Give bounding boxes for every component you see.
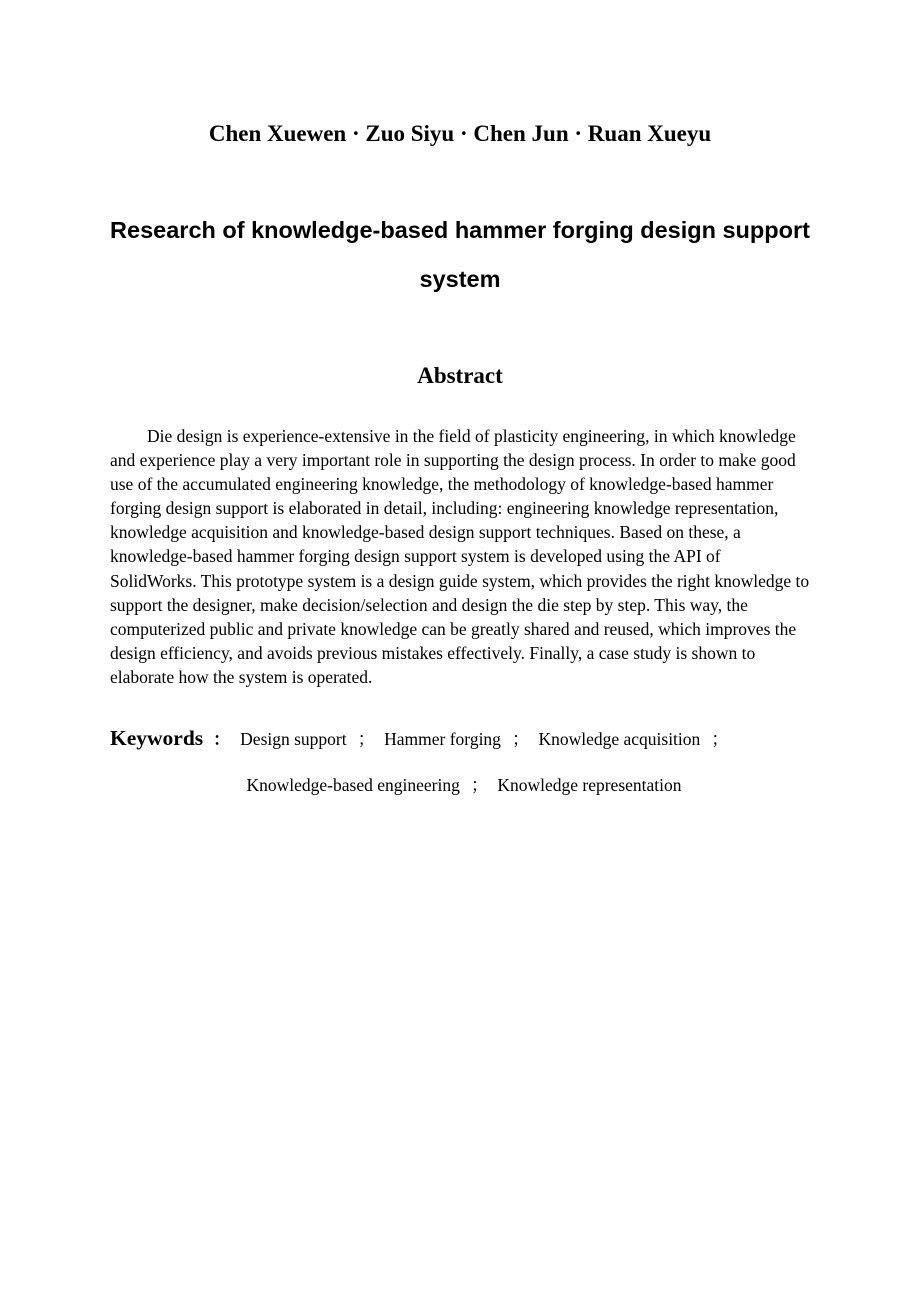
keyword-item: Knowledge acquisition — [538, 729, 701, 749]
keyword-separator: ； — [511, 729, 530, 749]
keyword-item: Hammer forging — [384, 729, 501, 749]
keyword-separator: ； — [357, 729, 376, 749]
abstract-text: Die design is experience-extensive in the field of plasticity engineering, in which knowledge and experience play a very important role in supporting the design process. In order to make good use of the accumulated engineering knowledge, the methodology of knowledge-based hammer forging design support is elaborated in detail, including: engineering knowledge representation, knowledge acquisition and knowledge-based design support techniques. Based on these, a knowledge-based hammer forging design support system is developed using the API of SolidWorks. This prototype system is a design guide system, which provides the right knowledge to support the designer, make decision/selection and design the die step by step. This way, the computerized public and private knowledge can be greatly shared and reused, which improves the design efficiency, and avoids previous mistakes effectively. Finally, a case study is shown to elaborate how the system is operated. — [110, 426, 810, 687]
keyword-item: Knowledge representation — [497, 775, 682, 795]
keywords-label: Keywords — [110, 726, 204, 750]
author-list: Chen Xuewen · Zuo Siyu · Chen Jun · Ruan Xueyu — [208, 121, 712, 146]
abstract-heading: Abstract — [417, 363, 503, 388]
keywords-line — [110, 722, 810, 756]
keyword-item: Design support — [240, 729, 347, 749]
keyword-item: Knowledge-based engineering — [246, 775, 460, 795]
paper-title: Research of knowledge-based hammer forging design support system — [110, 217, 810, 292]
keyword-separator: ； — [470, 775, 489, 795]
keywords-line-continued — [0, 770, 920, 800]
keyword-separator: ； — [711, 729, 729, 749]
keywords-colon: ： — [213, 730, 231, 749]
